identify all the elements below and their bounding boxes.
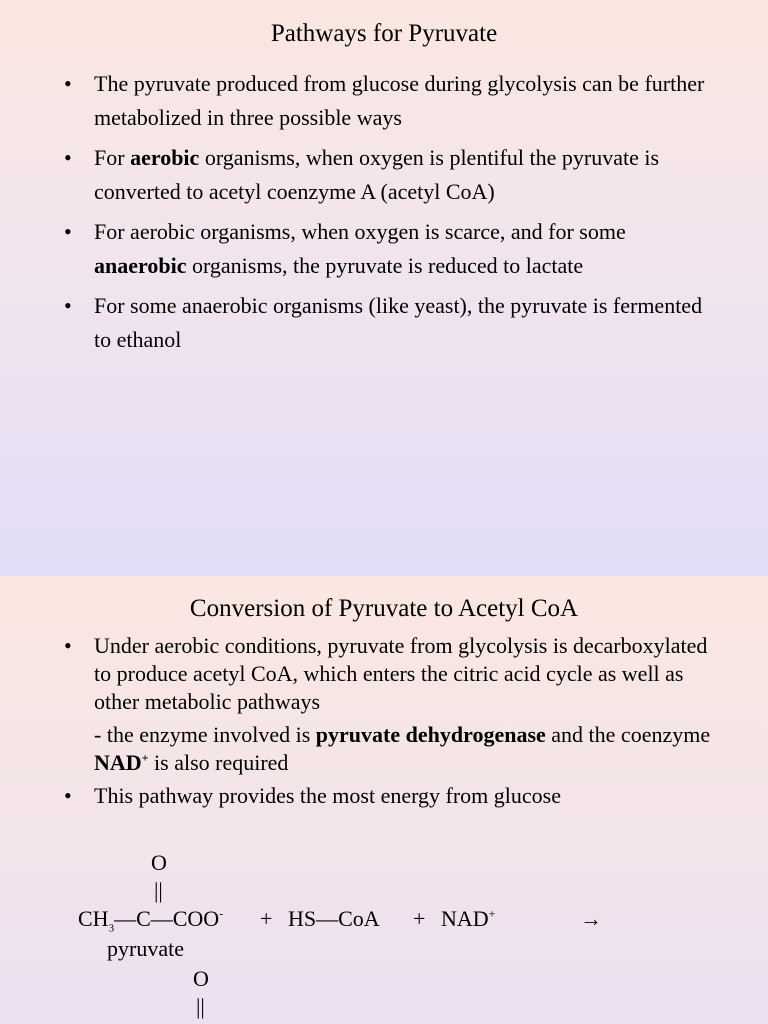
bullet-list [0,67,720,363]
bullet-icon: • [64,71,72,96]
coenzyme-a-formula: HS—CoA [288,906,380,931]
pyruvate-formula: $CH_3—C—COO^-$ [78,906,224,935]
bold-term: anaerobic [94,253,187,278]
bold-term: aerobic [130,145,200,170]
carbonyl-oxygen: O [151,850,167,875]
slide-title: Conversion of Pyruvate to Acetyl CoA [189,595,579,622]
bullet-item: • Under aerobic conditions, pyruvate from glycolysis is decarboxylated to produce acetyl CoA, which enters the citric acid cycle as well as other metabolic pathways [64,633,708,714]
enzyme-name: pyruvate dehydrogenase [315,722,546,747]
pyruvate-label: pyruvate [107,936,184,961]
coenzyme-name: NAD+ [94,750,149,775]
slide-title: Pathways for Pyruvate [270,20,498,47]
bullet-list [0,632,720,815]
bullet-icon: • [64,633,72,658]
bullet-icon: • [64,219,72,244]
bullet-item: • For some anaerobic organisms (like yeast), the pyruvate is fermented to ethanol [0,289,720,357]
bullet-item: • The pyruvate produced from glucose during glycolysis can be further metabolized in three possible ways [0,67,720,135]
slide-conversion [0,576,768,1024]
reaction-arrow-icon: → [580,906,602,931]
bullet-item: • For aerobic organisms, when oxygen is scarce, and for some anaerobic organisms, the pyruvate is reduced to lactate [0,215,720,283]
sub-item: - the enzyme involved is pyruvate dehydrogenase and the coenzyme NAD+ is also required [94,722,711,775]
bullet-icon: • [64,293,72,318]
nad-formula: NAD+ [441,906,496,931]
plus-sign: + [260,906,273,931]
bullet-item: • For aerobic organisms, when oxygen is plentiful the pyruvate is converted to acetyl coenzyme A (acetyl CoA) [0,141,720,209]
double-bond: || [154,878,163,903]
plus-sign: + [413,906,426,931]
carbonyl-oxygen: O [193,966,209,991]
bullet-icon: • [64,783,72,808]
double-bond: || [196,994,205,1019]
bullet-icon: • [64,145,72,170]
bullet-item: • This pathway provides the most energy from glucose [64,783,561,808]
